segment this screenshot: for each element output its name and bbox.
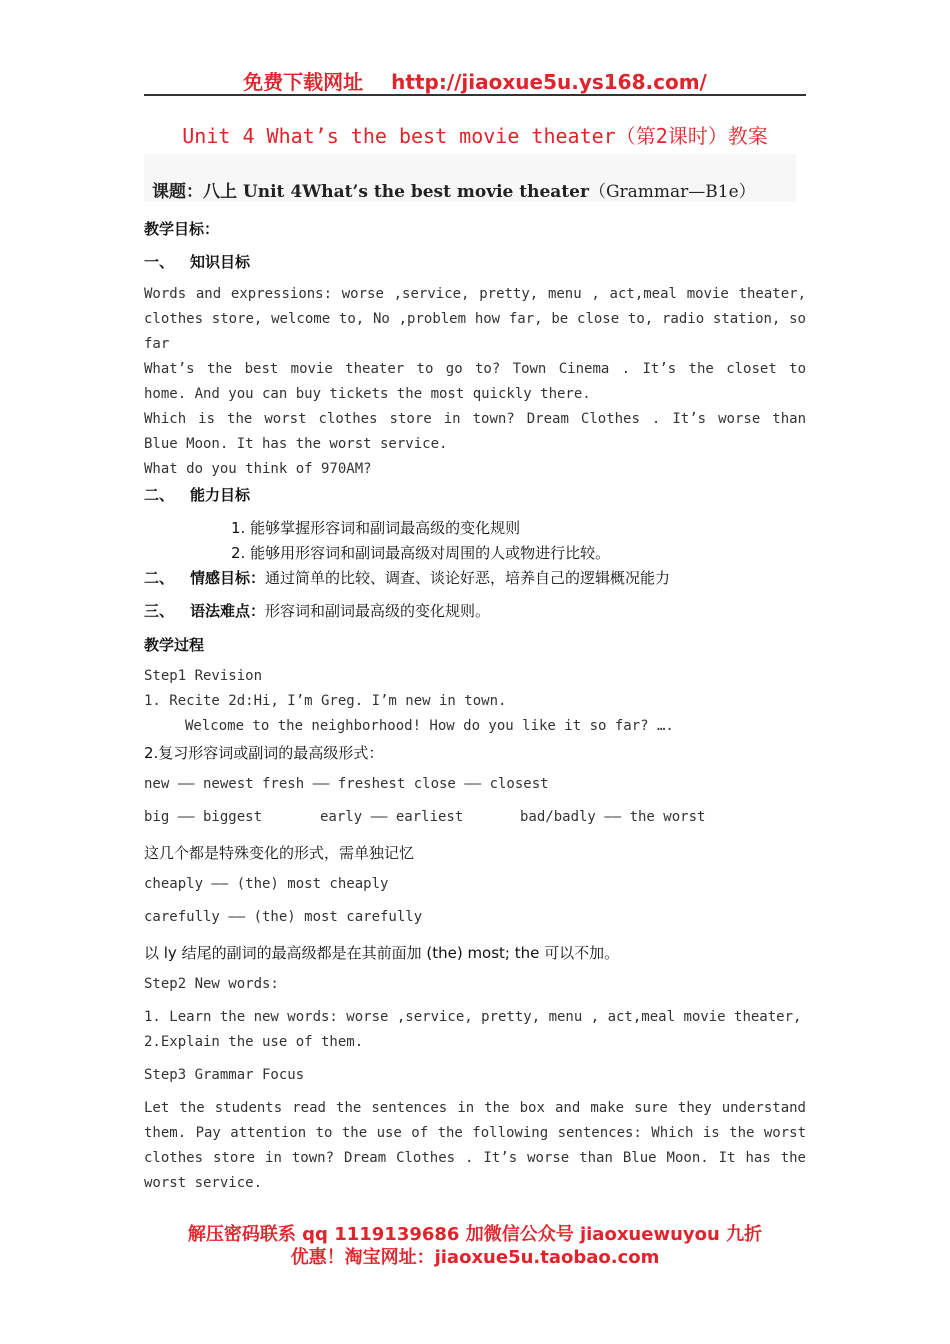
knowledge-line-8: What do you think of 970AM?	[144, 461, 372, 477]
step3-line-3: clothes store in town? Dream Clothes . It’s worse than Blue Moon. It has the	[144, 1150, 806, 1166]
knowledge-heading: 知识目标	[190, 253, 251, 271]
knowledge-num: 一、	[144, 253, 175, 271]
topic-prefix: 课题：八上 Unit 4What’s the best movie theater	[152, 182, 589, 202]
superlative-row-2c: bad/badly —— the worst	[520, 809, 706, 825]
knowledge-line-1: Words and expressions: worse ,service, pretty, menu , act,meal movie theater,	[144, 286, 806, 302]
superlative-row-2b: early —— earliest	[320, 809, 464, 825]
ability-item-2: 2. 能够用形容词和副词最高级对周围的人或物进行比较。	[231, 544, 611, 562]
emotion-text: 通过简单的比较、调查、谈论好恶，培养自己的逻辑概况能力	[265, 569, 671, 587]
emotion-line	[190, 567, 670, 588]
ability-item-1: 1. 能够掌握形容词和副词最高级的变化规则	[231, 519, 521, 537]
step1-title: Step1 Revision	[144, 668, 263, 684]
step2-item-2: 2.Explain the use of them.	[144, 1034, 364, 1050]
header-url-link[interactable]: http://jiaoxue5u.ys168.com/	[391, 70, 707, 94]
download-header	[0, 66, 950, 95]
step1-item-1-cont: Welcome to the neighborhood! How do you like it so far? ….	[185, 718, 674, 734]
knowledge-line-5: home. And you can buy tickets the most quickly there.	[144, 386, 591, 402]
superlative-row-4: carefully —— (the) most carefully	[144, 909, 423, 925]
step1-item-2: 2.复习形容词或副词的最高级形式：	[144, 744, 384, 762]
header-label: 免费下载网址	[243, 70, 364, 94]
topic-banner	[144, 154, 796, 202]
process-heading: 教学过程	[144, 636, 205, 654]
superlative-row-3: cheaply —— (the) most cheaply	[144, 876, 389, 892]
ability-heading: 能力目标	[190, 486, 251, 504]
superlative-row-2a: big —— biggest	[144, 809, 263, 825]
step1-note-2: 以 ly 结尾的副词的最高级都是在其前面加 (the) most; the 可以不加。	[144, 944, 620, 962]
step3-title: Step3 Grammar Focus	[144, 1067, 305, 1083]
step1-item-1: 1. Recite 2d:Hi, I’m Greg. I’m new in town.	[144, 693, 507, 709]
superlative-row-1: new —— newest fresh —— freshest close —— closest	[144, 776, 549, 792]
emotion-heading: 情感目标：	[190, 569, 266, 587]
step3-line-4: worst service.	[144, 1175, 263, 1191]
goals-heading: 教学目标：	[144, 220, 220, 238]
document-title: Unit 4 What’s the best movie theater（第2课时）教案	[182, 124, 768, 148]
step3-line-1: Let the students read the sentences in the box and make sure they understand	[144, 1100, 806, 1116]
knowledge-line-3: far	[144, 336, 170, 352]
knowledge-line-2: clothes store, welcome to, No ,problem how far, be close to, radio station, so	[144, 311, 806, 327]
footer-line-1: 解压密码联系 qq 1119139686 加微信公众号 jiaoxuewuyou 九折	[187, 1224, 763, 1245]
topic-suffix: （Grammar—B1e）	[588, 182, 756, 202]
ability-num: 二、	[144, 486, 175, 504]
footer-line-2: 优惠！淘宝网址：jiaoxue5u.taobao.com	[290, 1247, 660, 1268]
knowledge-line-6: Which is the worst clothes store in town? Dream Clothes . It’s worse than	[144, 411, 806, 427]
step2-title: Step2 New words:	[144, 976, 279, 992]
step2-item-1: 1. Learn the new words: worse ,service, pretty, menu , act,meal movie theater,	[144, 1009, 802, 1025]
difficulty-heading: 语法难点：	[190, 602, 266, 620]
difficulty-text: 形容词和副词最高级的变化规则。	[265, 602, 491, 620]
header-divider	[144, 94, 806, 96]
difficulty-num: 三、	[144, 602, 175, 620]
knowledge-line-4: What’s the best movie theater to go to? Town Cinema . It’s the closet to	[144, 361, 806, 377]
step3-line-2: them. Pay attention to the use of the following sentences: Which is the worst	[144, 1125, 806, 1141]
emotion-num: 二、	[144, 569, 175, 587]
step1-note-1: 这几个都是特殊变化的形式，需单独记忆	[144, 844, 415, 862]
difficulty-line	[190, 600, 490, 621]
knowledge-line-7: Blue Moon. It has the worst service.	[144, 436, 448, 452]
